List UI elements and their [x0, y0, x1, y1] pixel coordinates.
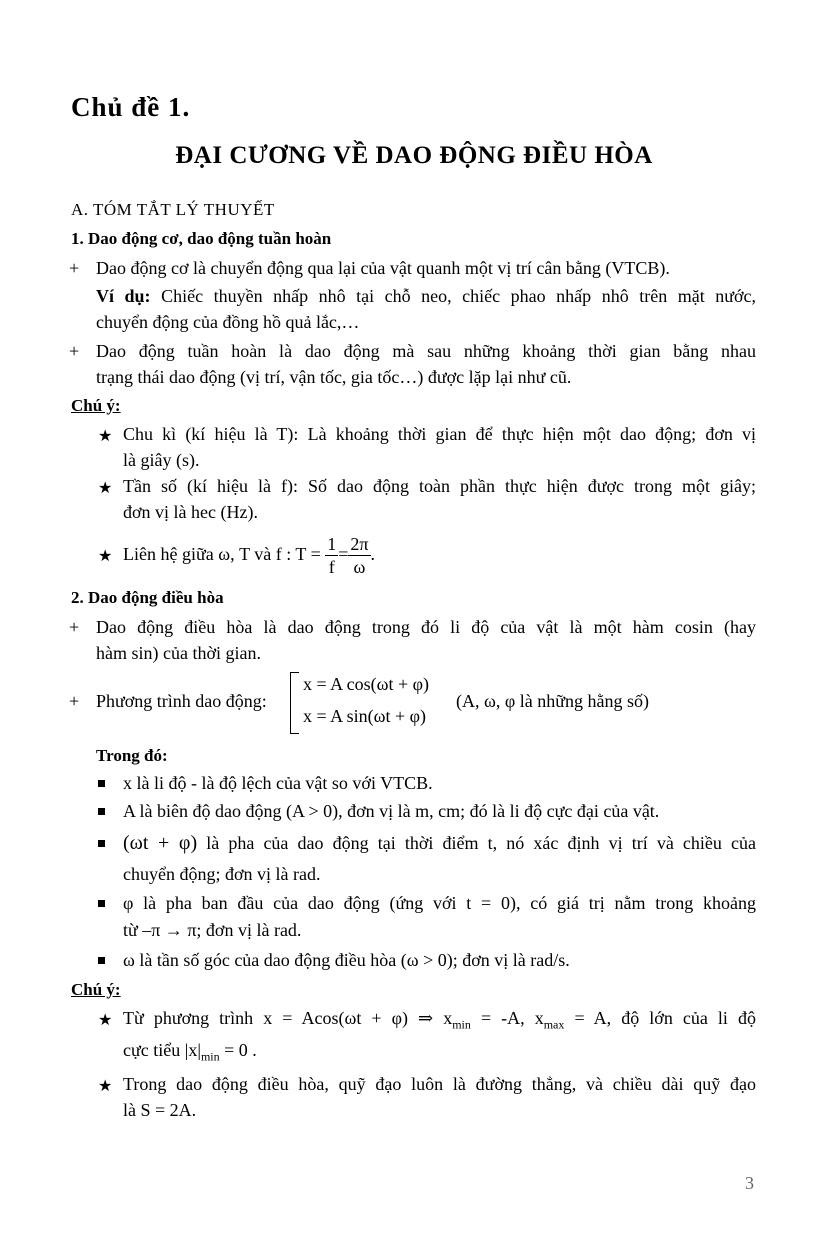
- abs-x: |x|: [184, 1040, 201, 1060]
- def-a: A là biên độ dao động (A > 0), đơn vị là m, cm; đó là li độ cực đại của vật.: [123, 801, 660, 821]
- min-label: cực tiểu: [123, 1040, 185, 1060]
- section-a-heading: A. TÓM TẮT LÝ THUYẾT: [71, 200, 275, 219]
- plus-marker: +: [69, 691, 80, 711]
- subscript-min: min: [200, 1049, 220, 1064]
- phase-expression: (ωt + φ): [123, 832, 198, 854]
- def-phase-line-2: chuyển động; đơn vị là rad.: [123, 864, 321, 884]
- fraction-1-over-f: [325, 533, 338, 578]
- star-icon: ★: [98, 1012, 113, 1029]
- extremes-text-a: Từ phương trình x = Acos(ωt + φ) ⇒ x: [123, 1008, 453, 1028]
- square-bullet-icon: [98, 840, 105, 847]
- plus-marker: +: [69, 258, 80, 278]
- plus-marker: +: [69, 617, 80, 637]
- denominator: f: [328, 557, 335, 578]
- square-bullet-icon: [98, 808, 105, 815]
- equation-cos: x = A cos(ωt + φ): [303, 674, 430, 694]
- note2-star-2-line-1: Trong dao động điều hòa, quỹ đạo luôn là đường thẳng, và chiều dài quỹ đạo: [123, 1074, 756, 1094]
- s1-bullet-2-line-2: trạng thái dao động (vị trí, vận tốc, gia tốc…) được lặp lại như cũ.: [96, 367, 572, 387]
- square-bullet-icon: [98, 780, 105, 787]
- star-3-formula: [123, 526, 375, 582]
- star-icon: ★: [98, 1078, 113, 1095]
- star-icon: ★: [98, 548, 113, 565]
- example-line-1: [96, 286, 756, 307]
- star-1-line-2: là giây (s).: [123, 450, 200, 470]
- topic-label: Chủ đề 1.: [71, 92, 191, 122]
- star-2-line-2: đơn vị là hec (Hz).: [123, 502, 258, 522]
- def-x: x là li độ - là độ lệch của vật so với VTCB.: [123, 773, 433, 793]
- equation-note: (A, ω, φ là những hằng số): [456, 691, 649, 711]
- extremes-text-b: = -A, x: [470, 1008, 544, 1028]
- denominator: ω: [353, 557, 366, 578]
- square-bullet-icon: [98, 900, 105, 907]
- def-phase-line-1: [123, 832, 756, 855]
- equals-zero: = 0 .: [219, 1040, 257, 1060]
- formula-t: T =: [295, 544, 321, 564]
- def-phi-line-1: φ là pha ban đầu của dao động (ứng với t = 0), có giá trị nằm trong khoảng: [123, 893, 756, 913]
- star-icon: ★: [98, 428, 113, 445]
- example-text: Chiếc thuyền nhấp nhô tại chỗ neo, chiếc phao nhấp nhô trên mặt nước,: [150, 286, 757, 306]
- note2-star-1-line-2: [123, 1040, 257, 1065]
- subscript-min: min: [452, 1017, 471, 1032]
- system-bracket: [290, 672, 299, 734]
- numerator: 2π: [350, 534, 369, 555]
- plus-marker: +: [69, 341, 80, 361]
- star-2-line-1: Tần số (kí hiệu là f): Số dao động toàn phần thực hiện được trong một giây;: [123, 476, 756, 496]
- s2-bullet-1-line-1: Dao động điều hòa là dao động trong đó li độ của vật là một hàm cosin (hay: [96, 617, 756, 637]
- equation-sin: x = A sin(ωt + φ): [303, 706, 427, 726]
- trong-do-heading: Trong đó:: [96, 746, 168, 765]
- def-phase-text: là pha của dao động tại thời điểm t, nó xác định vị trí và chiều của: [197, 833, 756, 853]
- note2-star-1-line-1: [123, 1008, 756, 1033]
- s1-bullet-2-line-1: Dao động tuần hoàn là dao động mà sau những khoảng thời gian bằng nhau: [96, 341, 756, 361]
- numerator: 1: [327, 534, 337, 555]
- note2-star-2-line-2: là S = 2A.: [123, 1100, 197, 1120]
- example-line-2: chuyển động của đồng hồ quả lắc,…: [96, 312, 360, 332]
- section-1-heading: 1. Dao động cơ, dao động tuần hoàn: [71, 229, 332, 248]
- star-icon: ★: [98, 480, 113, 497]
- section-2-heading: 2. Dao động điều hòa: [71, 588, 224, 607]
- def-omega: ω là tần số góc của dao động điều hòa (ω > 0); đơn vị là rad/s.: [123, 950, 570, 970]
- subscript-max: max: [543, 1017, 565, 1032]
- period: .: [370, 544, 375, 564]
- square-bullet-icon: [98, 957, 105, 964]
- equation-label: Phương trình dao động:: [96, 691, 267, 711]
- fraction-2pi-over-omega: [348, 533, 370, 578]
- page-number: 3: [745, 1173, 754, 1193]
- equals-sign: =: [338, 544, 349, 564]
- star-1-line-1: Chu kì (kí hiệu là T): Là khoảng thời gian để thực hiện một dao động; đơn vị: [123, 424, 756, 444]
- note-heading: Chú ý:: [71, 396, 121, 415]
- page-title: ĐẠI CƯƠNG VỀ DAO ĐỘNG ĐIỀU HÒA: [175, 142, 653, 169]
- s1-bullet-1: Dao động cơ là chuyển động qua lại của vật quanh một vị trí cân bằng (VTCB).: [96, 258, 670, 278]
- extremes-text-c: = A, độ lớn của li độ: [564, 1008, 756, 1028]
- star-3-text: Liên hệ giữa ω, T và f :: [123, 544, 292, 564]
- def-phi-line-2: từ –π → π; đơn vị là rad.: [123, 920, 302, 940]
- note-heading-2: Chú ý:: [71, 980, 121, 999]
- s2-bullet-1-line-2: hàm sin) của thời gian.: [96, 643, 261, 663]
- example-label: Ví dụ:: [96, 286, 151, 306]
